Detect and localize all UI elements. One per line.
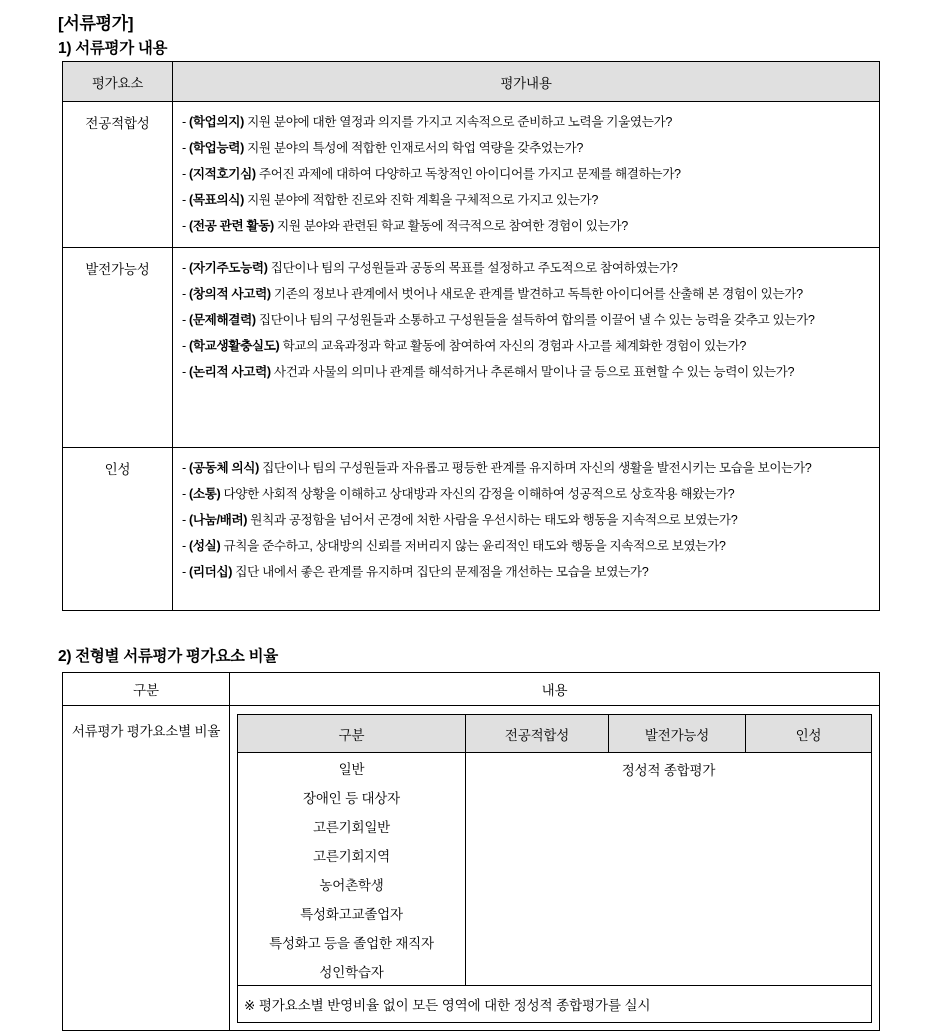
column-header-factor: 평가요소 [63,62,173,102]
table-row [63,102,880,248]
criterion-label: (공동체 의식) [189,461,259,475]
table-row [63,448,880,611]
criterion-item: - (학업능력) 지원 분야의 특성에 적합한 인재로서의 학업 역량을 갖추었는가? [182,141,584,155]
inner-table-container [230,706,880,1031]
criterion-item: - (나눔/배려) 원칙과 공정함을 넘어서 곤경에 처한 사람을 우선시하는 태도와 행동을 지속적으로 보였는가? [182,513,738,527]
note-text: ※ 평가요소별 반영비율 없이 모든 영역에 대한 정성적 종합평가를 실시 [244,998,651,1013]
evaluation-criteria-table [62,61,880,611]
criterion-label: (전공 관련 활동) [189,219,274,233]
table-header-row [63,673,880,706]
criterion-text: 지원 분야의 특성에 적합한 인재로서의 학업 역량을 갖추었는가? [247,141,584,155]
criterion-item: - (학교생활충실도) 학교의 교육과정과 학교 활동에 참여하여 자신의 경험과 사고를 체계화한 경험이 있는가? [182,339,747,353]
factor-name-major-fit: 전공적합성 [63,102,173,248]
criterion-label: (학업능력) [189,141,244,155]
criterion-item: - (지적호기심) 주어진 과제에 대하여 다양하고 독창적인 아이디어를 가지고 문제를 해결하는가? [182,167,681,181]
criteria-list-growth-potential [173,248,880,448]
criterion-text: 집단 내에서 좋은 관계를 유지하며 집단의 문제점을 개선하는 모습을 보였는가? [235,565,649,579]
criterion-item: - (목표의식) 지원 분야에 적합한 진로와 진학 계획을 구체적으로 가지고 있는가? [182,193,598,207]
evaluation-ratio-table [62,672,880,1031]
criterion-text: 집단이나 팀의 구성원들과 공동의 목표를 설정하고 주도적으로 참여하였는가? [270,261,678,275]
table-row [63,248,880,448]
criterion-text: 사건과 사물의 의미나 관계를 해석하거나 추론해서 말이나 글 등으로 표현할 수 있는 능력이 있는가? [273,365,795,379]
criterion-label: (목표의식) [189,193,244,207]
admission-type: 농어촌학생 [238,869,466,898]
table-row [238,753,872,783]
inner-header-row [238,715,872,753]
table-row [63,706,880,1031]
criterion-label: (성실) [189,539,221,553]
note-cell [238,986,872,1023]
column-header-gubun: 구분 [63,673,230,706]
criterion-label: (문제해결력) [189,313,256,327]
criterion-item: - (소통) 다양한 사회적 상황을 이해하고 상대방과 자신의 감정을 이해하여 성공적으로 상호작용 해왔는가? [182,487,735,501]
criterion-item: - (학업의지) 지원 분야에 대한 열정과 의지를 가지고 지속적으로 준비하고 노력을 기울였는가? [182,115,673,129]
admission-type: 특성화고 등을 졸업한 재직자 [238,927,466,956]
criterion-text: 기존의 정보나 관계에서 벗어나 새로운 관계를 발견하고 독특한 아이디어를 산출해 본 경험이 있는가? [273,287,803,301]
criterion-label: (리더십) [189,565,233,579]
criterion-label: (학업의지) [189,115,244,129]
admission-type: 특성화고교졸업자 [238,898,466,927]
inner-column-header-gubun: 구분 [238,715,466,753]
document-title: [서류평가] [58,14,134,33]
criterion-label: (창의적 사고력) [189,287,271,301]
criterion-label: (논리적 사고력) [189,365,271,379]
criterion-text: 지원 분야에 대한 열정과 의지를 가지고 지속적으로 준비하고 노력을 기울였는가? [247,115,673,129]
criterion-label: (나눔/배려) [189,513,248,527]
criterion-text: 지원 분야와 관련된 학교 활동에 적극적으로 참여한 경험이 있는가? [277,219,628,233]
criterion-text: 학교의 교육과정과 학교 활동에 참여하여 자신의 경험과 사고를 체계화한 경험이 있는가? [282,339,747,353]
inner-column-header-growth-potential: 발전가능성 [609,715,746,753]
admission-type-ratio-table [237,714,872,1023]
criteria-list-character [173,448,880,611]
criterion-item: - (전공 관련 활동) 지원 분야와 관련된 학교 활동에 적극적으로 참여한 경험이 있는가? [182,219,628,233]
row-label-ratio: 서류평가 평가요소별 비율 [63,706,230,1031]
criterion-item: - (리더십) 집단 내에서 좋은 관계를 유지하며 집단의 문제점을 개선하는 모습을 보였는가? [182,565,649,579]
column-header-naeyong: 내용 [230,673,880,706]
criterion-label: (지적호기심) [189,167,256,181]
criterion-text: 지원 분야에 적합한 진로와 진학 계획을 구체적으로 가지고 있는가? [247,193,598,207]
admission-type: 고른기회지역 [238,840,466,869]
evaluation-method-value: 정성적 종합평가 [466,753,872,986]
criterion-text: 집단이나 팀의 구성원들과 소통하고 구성원들을 설득하여 합의를 이끌어 낼 수 있는 능력을 갖추고 있는가? [258,313,815,327]
table-header-row [63,62,880,102]
criterion-item: - (논리적 사고력) 사건과 사물의 의미나 관계를 해석하거나 추론해서 말이나 글 등으로 표현할 수 있는 능력이 있는가? [182,365,795,379]
criterion-label: (학교생활충실도) [189,339,280,353]
factor-name-growth-potential: 발전가능성 [63,248,173,448]
criterion-text: 규칙을 준수하고, 상대방의 신뢰를 저버리지 않는 윤리적인 태도와 행동을 지속적으로 보였는가? [223,539,726,553]
criterion-text: 집단이나 팀의 구성원들과 자유롭고 평등한 관계를 유지하며 자신의 생활을 발전시키는 모습을 보이는가? [262,461,812,475]
column-header-content: 평가내용 [173,62,880,102]
criterion-item: - (창의적 사고력) 기존의 정보나 관계에서 벗어나 새로운 관계를 발견하고 독특한 아이디어를 산출해 본 경험이 있는가? [182,287,803,301]
section-1-title: 1) 서류평가 내용 [58,40,168,57]
criterion-item: - (성실) 규칙을 준수하고, 상대방의 신뢰를 저버리지 않는 윤리적인 태도와 행동을 지속적으로 보였는가? [182,539,726,553]
criterion-text: 원칙과 공정함을 넘어서 곤경에 처한 사람을 우선시하는 태도와 행동을 지속적으로 보였는가? [250,513,738,527]
note-row [238,986,872,1023]
admission-type: 고른기회일반 [238,811,466,840]
admission-type: 일반 [238,753,466,783]
criteria-list-major-fit [173,102,880,248]
criterion-text: 다양한 사회적 상황을 이해하고 상대방과 자신의 감정을 이해하여 성공적으로 상호작용 해왔는가? [223,487,735,501]
section-2-title: 2) 전형별 서류평가 평가요소 비율 [58,648,278,665]
criterion-label: (자기주도능력) [189,261,268,275]
criterion-item: - (문제해결력) 집단이나 팀의 구성원들과 소통하고 구성원들을 설득하여 합의를 이끌어 낼 수 있는 능력을 갖추고 있는가? [182,313,815,327]
factor-name-character: 인성 [63,448,173,611]
admission-type: 성인학습자 [238,956,466,986]
inner-column-header-major-fit: 전공적합성 [466,715,609,753]
criterion-text: 주어진 과제에 대하여 다양하고 독창적인 아이디어를 가지고 문제를 해결하는가? [258,167,681,181]
admission-type: 장애인 등 대상자 [238,782,466,811]
criterion-item: - (공동체 의식) 집단이나 팀의 구성원들과 자유롭고 평등한 관계를 유지하며 자신의 생활을 발전시키는 모습을 보이는가? [182,461,812,475]
inner-column-header-character: 인성 [746,715,872,753]
criterion-label: (소통) [189,487,221,501]
criterion-item: - (자기주도능력) 집단이나 팀의 구성원들과 공동의 목표를 설정하고 주도적으로 참여하였는가? [182,261,678,275]
